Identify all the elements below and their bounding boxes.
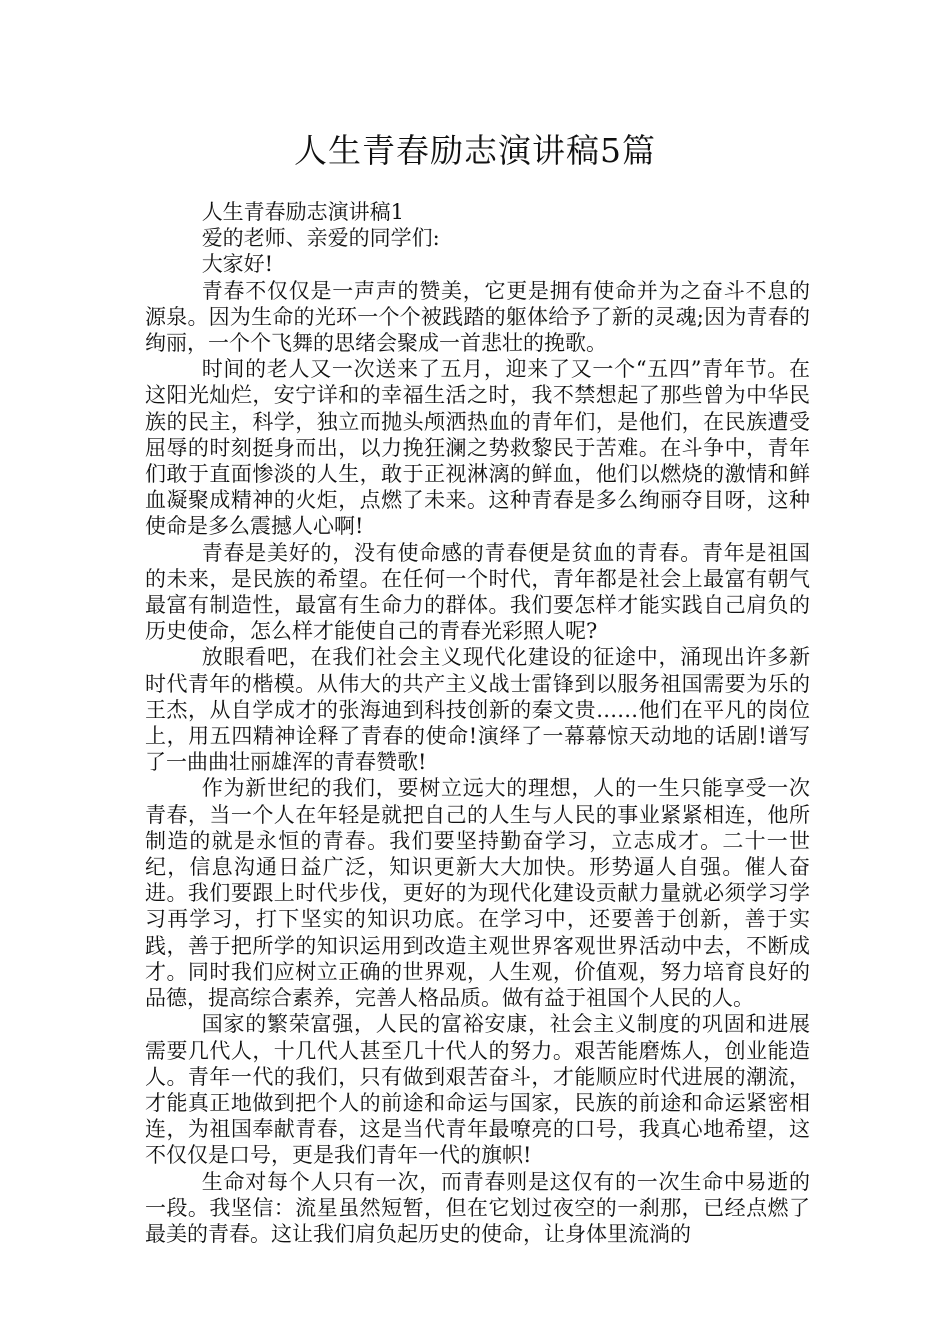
greeting: 大家好! [201,252,274,277]
paragraph: 时间的老人又一次送来了五月，迎来了又一个“五四”青年节。在这阳光灿烂，安宁详和的幸福生活之时，我不禁想起了那些曾为中华民族的民主，科学，独立而抛头颅洒热血的青年们，是他们，在民族遭受屈辱的时刻挺身而出，以力挽狂澜之势救黎民于苦难。在斗争中，青年们敢于直面惨淡的人生，敢于正视淋漓的鲜血，他们以燃烧的激情和鲜血凝聚成精神的火炬，点燃了未来。这种青春是多么绚丽夺目呀，这种使命是多么震撼人心啊! [145,357,810,539]
document-body [145,199,810,1247]
paragraph: 放眼看吧，在我们社会主义现代化建设的征途中，涌现出许多新时代青年的楷模。从伟大的共产主义战士雷锋到以服务祖国需要为乐的王杰，从自学成才的张海迪到科技创新的秦文贵……他们在平凡的岗位上，用五四精神诠释了青春的使命!演绎了一幕幕惊天动地的话剧!谱写了一曲曲壮丽雄浑的青春赞歌! [145,645,810,775]
paragraph: 生命对每个人只有一次，而青春则是这仅有的一次生命中易逝的一段。我坚信：流星虽然短暂，但在它划过夜空的一刹那，已经点燃了最美的青春。这让我们肩负起历史的使命，让身体里流淌的 [145,1169,810,1246]
document-title: 人生青春励志演讲稿5篇 [294,131,656,170]
speech-subtitle: 人生青春励志演讲稿1 [201,200,405,224]
salutation: 爱的老师、亲爱的同学们: [201,226,440,251]
paragraph: 青春不仅仅是一声声的赞美，它更是拥有使命并为之奋斗不息的源泉。因为生命的光环一个个被践踏的躯体给予了新的灵魂;因为青春的绚丽，一个个飞舞的思绪会聚成一首悲壮的挽歌。 [145,278,810,356]
paragraph: 国家的繁荣富强，人民的富裕安康，社会主义制度的巩固和进展需要几代人，十几代人甚至几十代人的努力。艰苦能磨炼人，创业能造人。青年一代的我们，只有做到艰苦奋斗，才能顺应时代进展的潮流，才能真正地做到把个人的前途和命运与国家，民族的前途和命运紧密相连，为祖国奉献青春，这是当代青年最嘹亮的口号，我真心地希望，这不仅仅是口号，更是我们青年一代的旗帜! [145,1012,810,1168]
paragraph: 作为新世纪的我们，要树立远大的理想，人的一生只能享受一次青春，当一个人在年轻是就把自己的人生与人民的事业紧紧相连，他所制造的就是永恒的青春。我们要坚持勤奋学习，立志成才。二十一世纪，信息沟通日益广泛，知识更新大大加快。形势逼人自强。催人奋进。我们要跟上时代步伐，更好的为现代化建设贡献力量就必须学习学习再学习，打下坚实的知识功底。在学习中，还要善于创新，善于实践，善于把所学的知识运用到改造主观世界客观世界活动中去，不断成才。同时我们应树立正确的世界观，人生观，价值观，努力培育良好的品德，提高综合素养，完善人格品质。做有益于祖国个人民的人。 [145,776,810,1011]
paragraph: 青春是美好的，没有使命感的青春便是贫血的青春。青年是祖国的未来，是民族的希望。在任何一个时代，青年都是社会上最富有朝气最富有制造性，最富有生命力的群体。我们要怎样才能实践自己肩负的历史使命，怎么样才能使自己的青春光彩照人呢? [145,540,810,644]
